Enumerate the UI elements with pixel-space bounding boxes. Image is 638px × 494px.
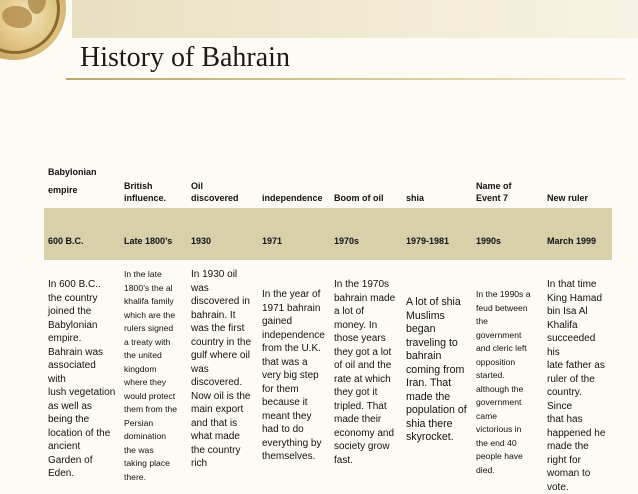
title-divider: [66, 78, 626, 80]
header-line1: Babylonian: [48, 167, 97, 177]
header-line2: influence.: [124, 193, 167, 203]
header-line1: Oil: [191, 181, 204, 191]
description-cell: In 600 B.C.. the country joined the Babylonian empire. Bahrain was associated with lush vegetation as well as being the location of the ancient Garden of Eden.: [48, 279, 116, 479]
header-line2: Event 7: [476, 193, 509, 203]
header-cell: [402, 164, 472, 208]
date-cell: Late 1800’s: [120, 208, 187, 260]
description-cell: In that time King Hamad bin Isa Al Khalifa succeeded his late father as ruler of the country. Since that has happened he made the right for woman to vote.: [547, 279, 606, 493]
header-line2: New ruler: [547, 193, 589, 203]
description-cell: In the 1970s bahrain made a lot of money. In those years they got a lot of oil and the rate at which they got it tripled. That made their economy and society grow fast.: [334, 279, 396, 466]
globe-image: [0, 0, 66, 60]
date-cell: 1970s: [330, 208, 402, 260]
date-cell: March 1999: [543, 208, 612, 260]
date-row: [44, 208, 612, 260]
header-cell: [44, 164, 120, 208]
header-row: [44, 164, 612, 208]
header-cell: [330, 164, 402, 208]
header-line2: discovered: [191, 193, 239, 203]
header-cell: [543, 164, 612, 208]
header-line2: Boom of oil: [334, 193, 384, 203]
header-line2: shia: [406, 193, 425, 203]
header-band: [72, 0, 638, 38]
description-row: [44, 266, 612, 494]
description-cell: In the year of 1971 bahrain gained independence from the U.K. that was a very big step for them because it meant they had to do everything by themselves.: [262, 289, 325, 462]
description-cell: In the late 1800’s the al khalifa family which are the rulers signed a treaty with the united kingdom where they would protect them from the Persian domination the was taking place there.: [124, 269, 178, 482]
header-cell: [187, 164, 258, 208]
header-cell: [472, 164, 543, 208]
header-line1: British: [124, 181, 153, 191]
description-cell: In the 1990s a feud between the government and cleric left opposition started. although the government came victorious in the end 40 people have died.: [476, 289, 531, 475]
date-cell: 1971: [258, 208, 330, 260]
date-cell: 1990s: [472, 208, 543, 260]
history-table: [44, 164, 612, 494]
header-cell: [258, 164, 330, 208]
date-cell: 1930: [187, 208, 258, 260]
header-line2: independence: [262, 193, 323, 203]
slide-title: History of Bahrain: [80, 42, 290, 73]
header-line2: empire: [48, 185, 78, 195]
date-cell: 600 B.C.: [44, 208, 120, 260]
header-cell: [120, 164, 187, 208]
header-line1: Name of: [476, 181, 512, 191]
description-cell: In 1930 oil was discovered in bahrain. It was the first country in the gulf where oil was discovered. Now oil is the main export and that is what made the country rich: [191, 269, 252, 469]
description-cell: A lot of shia Muslims began traveling to bahrain coming from Iran. That made the population of shia there skyrocket.: [406, 296, 467, 443]
date-cell: 1979-1981: [402, 208, 472, 260]
